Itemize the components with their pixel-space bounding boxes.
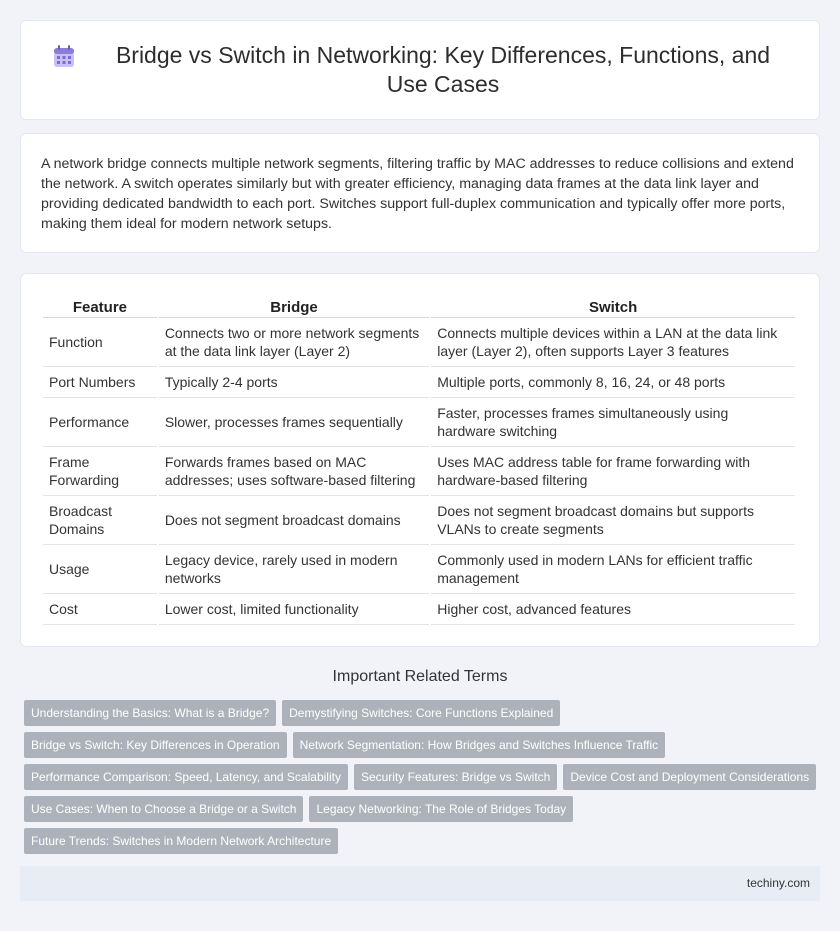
related-terms-heading: Important Related Terms [332, 668, 508, 685]
feature-cell: Frame Forwarding [43, 447, 157, 496]
intro-card [20, 133, 820, 253]
table-row [43, 496, 795, 545]
table-row [43, 367, 795, 398]
switch-cell: Connects multiple devices within a LAN at the data link layer (Layer 2), often supports Layer 3 features [431, 318, 795, 367]
switch-cell: Multiple ports, commonly 8, 16, 24, or 48 ports [431, 367, 795, 398]
related-term-link[interactable]: Bridge vs Switch: Key Differences in Operation [24, 732, 287, 758]
bridge-cell: Slower, processes frames sequentially [159, 398, 429, 447]
table-row [43, 318, 795, 367]
intro-paragraph: A network bridge connects multiple network segments, filtering traffic by MAC addresses to reduce collisions and extend the network. A switch operates similarly but with greater efficiency, managing data frames at the data link layer and providing dedicated bandwidth to each port. Switches support full-duplex communication and typically offer more ports, making them ideal for modern network setups. [41, 156, 794, 232]
header-switch: Switch [431, 294, 795, 318]
feature-cell: Broadcast Domains [43, 496, 157, 545]
switch-cell: Faster, processes frames simultaneously using hardware switching [431, 398, 795, 447]
related-term-link[interactable]: Legacy Networking: The Role of Bridges Today [309, 796, 573, 822]
bridge-cell: Typically 2-4 ports [159, 367, 429, 398]
header-bridge: Bridge [159, 294, 429, 318]
title-card [20, 20, 820, 120]
table-row [43, 545, 795, 594]
table-row [43, 447, 795, 496]
bridge-cell: Forwards frames based on MAC addresses; uses software-based filtering [159, 447, 429, 496]
footer [20, 866, 820, 901]
related-term-link[interactable]: Performance Comparison: Speed, Latency, and Scalability [24, 764, 348, 790]
table-row [43, 594, 795, 625]
bridge-cell: Connects two or more network segments at the data link layer (Layer 2) [159, 318, 429, 367]
switch-cell: Does not segment broadcast domains but supports VLANs to create segments [431, 496, 795, 545]
related-term-link[interactable]: Demystifying Switches: Core Functions Explained [282, 700, 560, 726]
related-term-link[interactable]: Use Cases: When to Choose a Bridge or a Switch [24, 796, 303, 822]
related-term-link[interactable]: Future Trends: Switches in Modern Network Architecture [24, 828, 338, 854]
feature-cell: Performance [43, 398, 157, 447]
related-term-link[interactable]: Network Segmentation: How Bridges and Switches Influence Traffic [293, 732, 666, 758]
switch-cell: Higher cost, advanced features [431, 594, 795, 625]
page-title: Bridge vs Switch in Networking: Key Differences, Functions, and Use Cases [115, 42, 771, 97]
feature-cell: Cost [43, 594, 157, 625]
bridge-cell: Lower cost, limited functionality [159, 594, 429, 625]
comparison-table [41, 294, 797, 625]
switch-cell: Commonly used in modern LANs for efficient traffic management [431, 545, 795, 594]
comparison-table-card [20, 273, 820, 647]
feature-cell: Port Numbers [43, 367, 157, 398]
related-terms-list [24, 700, 824, 860]
table-row [43, 398, 795, 447]
header-feature: Feature [43, 294, 157, 318]
bridge-cell: Legacy device, rarely used in modern networks [159, 545, 429, 594]
bridge-cell: Does not segment broadcast domains [159, 496, 429, 545]
table-header-row [43, 294, 795, 318]
calendar-grid-icon [51, 44, 77, 70]
related-term-link[interactable]: Understanding the Basics: What is a Bridge? [24, 700, 276, 726]
switch-cell: Uses MAC address table for frame forwarding with hardware-based filtering [431, 447, 795, 496]
related-term-link[interactable]: Security Features: Bridge vs Switch [354, 764, 557, 790]
footer-site-link[interactable]: techiny.com [746, 876, 810, 890]
related-term-link[interactable]: Device Cost and Deployment Considerations [563, 764, 816, 790]
feature-cell: Function [43, 318, 157, 367]
feature-cell: Usage [43, 545, 157, 594]
